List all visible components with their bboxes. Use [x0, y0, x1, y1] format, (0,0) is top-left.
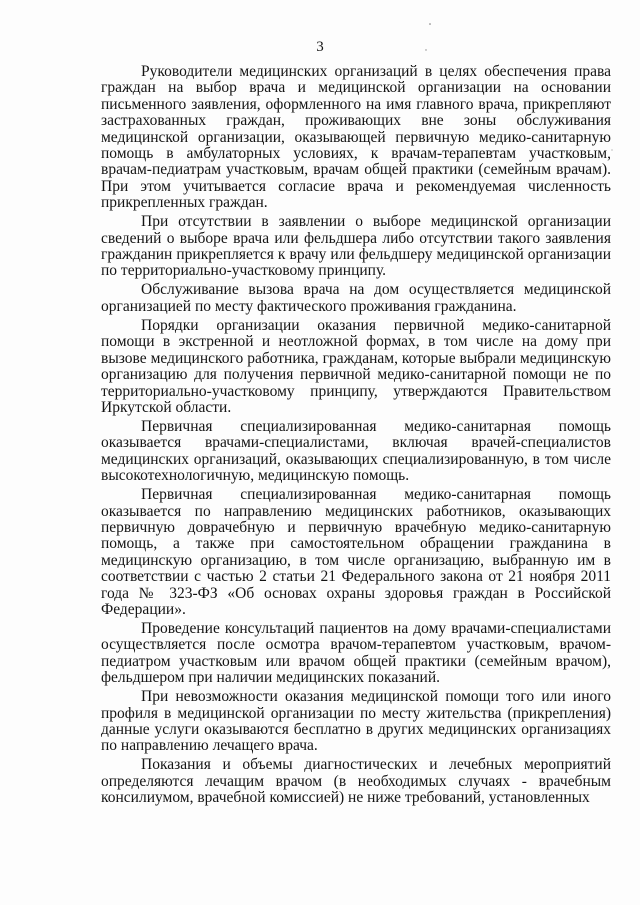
paragraph: Проведение консультаций пациентов на дому врачами-специалистами осуществляется после осмотра врачом-терапевтом участковым, врачом-педиатром участковым или врачом общей практики (семейным врачом), фельдшером при наличии медицинских показаний. — [101, 619, 611, 687]
page-number: 3 — [316, 39, 324, 55]
document-body — [101, 64, 611, 807]
paragraph: Руководители медицинских организаций в целях обеспечения права граждан на выбор врача и медицинской организации на основании письменного заявления, оформленного на имя главного врача, прикрепляют застрахованных граждан, проживающих вне зоны обслуживания медицинской организации, оказывающей первичную медико-санитарную помощь в амбулаторных условиях, к врачам-терапевтам участковым, врачам-педиатрам участковым, врачам общей практики (семейным врачам). При этом учитывается согласие врача и рекомендуемая численность прикрепленных граждан. — [101, 63, 611, 212]
paragraph: Первичная специализированная медико-санитарная помощь оказывается врачами-специалистами, включая врачей-специалистов медицинских организаций, оказывающих специализированную, в том числе высокотехнологичную, медицинскую помощь. — [101, 417, 611, 485]
paragraph: Обслуживание вызова врача на дом осуществляется медицинской организацией по месту фактического проживания гражданина. — [101, 281, 611, 315]
paragraph: При отсутствии в заявлении о выборе медицинской организации сведений о выборе врача или фельдшера либо отсутствии такого заявления гражданин прикрепляется к врачу или фельдшеру медицинской организации по территориально-участковому принципу. — [101, 213, 611, 280]
paragraph: Показания и объемы диагностических и лечебных мероприятий определяются лечащим врачом (в необходимых случаях - врачебным консилиумом, врачебной комиссией) не ниже требований, установленных — [101, 756, 611, 807]
paragraph: При невозможности оказания медицинской помощи того или иного профиля в медицинской организации по месту жительства (прикрепления) данные услуги оказываются бесплатно в других медицинских организациях по направлению лечащего врача. — [101, 688, 611, 755]
paragraph: Первичная специализированная медико-санитарная помощь оказывается по направлению медицинских работников, оказывающих первичную доврачебную и первичную врачебную медико-санитарную помощь, а также при самостоятельном обращении гражданина в медицинскую организацию, в том числе организацию, выбранную им в соответствии с частью 2 статьи 21 Федерального закона от 21 ноября 2011 года № 323-ФЗ «Об основах охраны здоровья граждан в Российской Федерации». — [101, 486, 611, 618]
paragraph: Порядки организации оказания первичной медико-санитарной помощи в экстренной и неотложной формах, в том числе на дому при вызове медицинского работника, гражданам, которые выбрали медицинскую организацию для получения первичной медико-санитарной помощи не по территориально-участковому принципу, утверждаются Правительством Иркутской области. — [101, 316, 611, 416]
